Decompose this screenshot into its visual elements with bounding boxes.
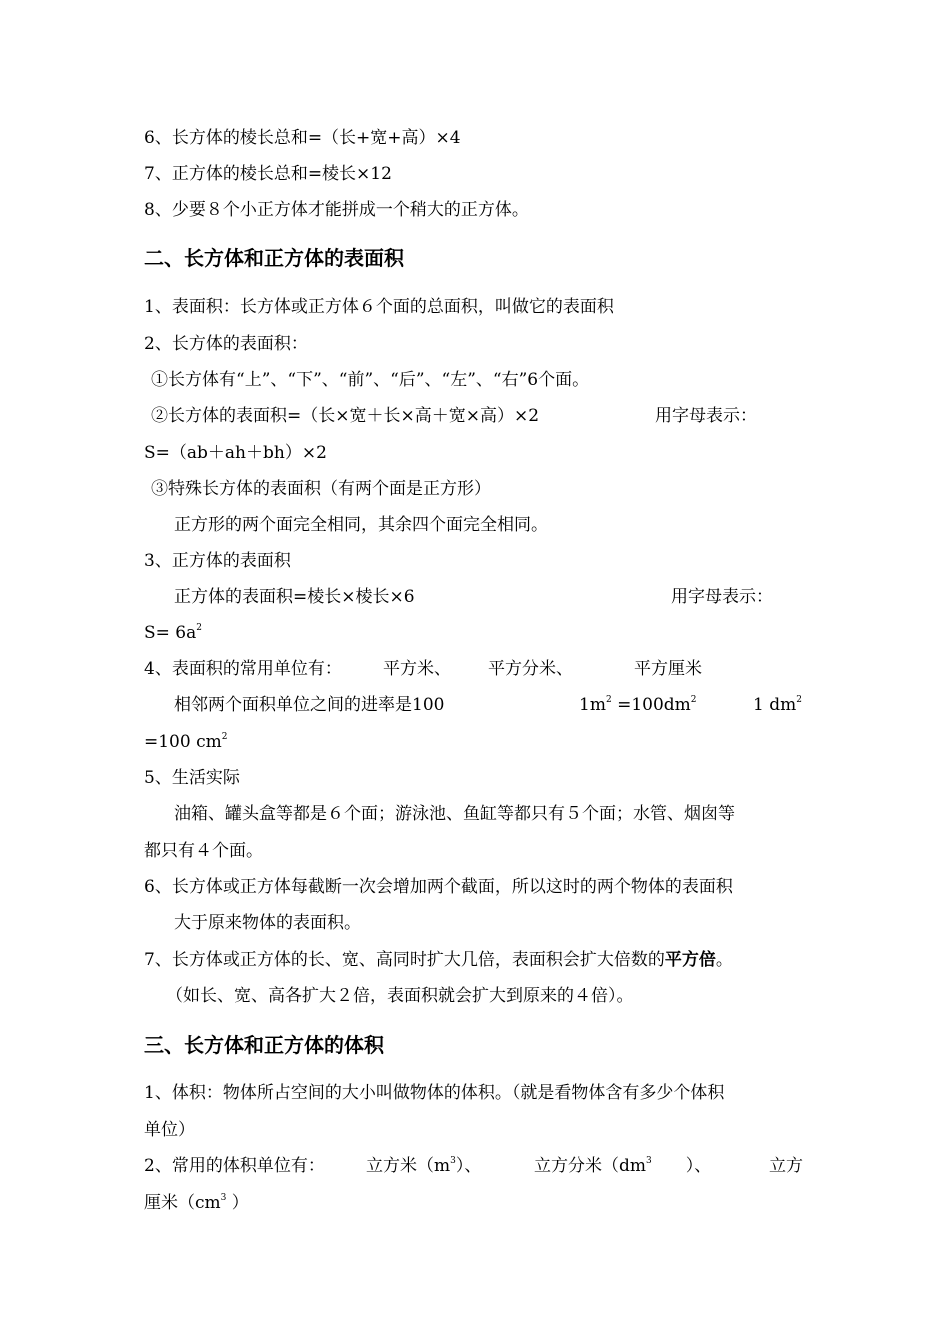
s2-item2-sub3: ③特殊长方体的表面积（有两个面是正方形） <box>151 479 491 499</box>
s2-item2-sub1: ①长方体有“上”、“下”、“前”、“后”、“左”、“右”6个面。 <box>151 370 590 390</box>
s2-item3-title: 3、正方体的表面积 <box>144 551 291 571</box>
s2-item2-sub2: ②长方体的表面积=（长×宽＋长×高＋宽×高）×2 <box>151 406 540 426</box>
conv2-part-a: 1 dm <box>753 695 797 715</box>
item7-pre: 7、长方体或正方体的长、宽、高同时扩大几倍，表面积会扩大倍数的 <box>144 950 665 970</box>
s3-item1-line1: 1、体积：物体所占空间的大小叫做物体的体积。（就是看物体含有多少个体积 <box>144 1083 725 1103</box>
section3-heading: 三、长方体和正方体的体积 <box>144 1033 384 1057</box>
s2-item5-detail-2: 都只有４个面。 <box>144 841 263 861</box>
s2-item4-conv2 <box>753 694 802 716</box>
s2-item4-unit1: 平方米、 <box>383 659 451 679</box>
unit1-b: ）、 <box>455 1156 482 1176</box>
unit3-exp: 3 <box>220 1193 227 1203</box>
s2-item5-detail-1: 油箱、罐头盒等都是６个面；游泳池、鱼缸等都只有５个面；水管、烟囱等 <box>174 804 735 824</box>
unit3-b: ） <box>226 1193 249 1213</box>
conv2-part-b: =100 cm <box>144 732 222 752</box>
s2-item4-unit2: 平方分米、 <box>488 659 573 679</box>
s2-item4-unit3: 平方厘米 <box>634 659 702 679</box>
s2-item6-line1: 6、长方体或正方体每截断一次会增加两个截面，所以这时的两个物体的表面积 <box>144 877 733 897</box>
s2-item7-line1 <box>144 949 733 971</box>
s2-item6-line2: 大于原来物体的表面积。 <box>174 913 361 933</box>
conv1-part-b: =100dm <box>611 695 691 715</box>
conv1-exp2: 2 <box>690 695 697 705</box>
unit2-a: 立方分米（dm <box>534 1156 647 1176</box>
s2-item4-conv1 <box>579 694 697 716</box>
s2-item3-formula <box>144 622 202 644</box>
item7-bold: 平方倍 <box>664 950 716 970</box>
s3-item2-unit2 <box>534 1155 711 1177</box>
s2-item2-formula: S=（ab＋ah＋bh）×2 <box>144 443 327 463</box>
s2-item3-note: 用字母表示： <box>671 587 773 607</box>
s3-item2-unit1 <box>366 1155 481 1177</box>
s3-item1-line2: 单位） <box>144 1120 195 1140</box>
unit2-b: ）、 <box>685 1156 712 1176</box>
s1-item8: 8、少要８个小正方体才能拼成一个稍大的正方体。 <box>144 200 529 220</box>
item7-post: 。 <box>715 950 733 970</box>
s1-item6: 6、长方体的棱长总和=（长+宽+高）×4 <box>144 128 461 148</box>
s3-item2-title: 2、常用的体积单位有： <box>144 1156 325 1176</box>
conv1-part-a: 1m <box>579 695 606 715</box>
s2-item2-sub2-note: 用字母表示： <box>655 406 757 426</box>
s2-item4-conv2-cont <box>144 731 227 753</box>
unit1-a: 立方米（m <box>366 1156 451 1176</box>
s2-item1: 1、表面积：长方体或正方体６个面的总面积，叫做它的表面积 <box>144 297 614 317</box>
conv1-exp1: 2 <box>605 695 612 705</box>
unit1-exp: 3 <box>450 1156 456 1166</box>
s2-item3-formula-exp: 2 <box>196 623 202 633</box>
unit3-a: 厘米（cm <box>144 1193 221 1213</box>
s3-item2-unit3: 立方 <box>769 1156 803 1176</box>
s2-item7-line2: （如长、宽、高各扩大２倍，表面积就会扩大到原来的４倍）。 <box>166 986 634 1006</box>
conv2-exp: 2 <box>796 695 802 705</box>
s2-item3-detail: 正方体的表面积=棱长×棱长×6 <box>174 587 415 607</box>
s2-item3-formula-base: S= 6a <box>144 623 197 643</box>
conv2-exp2: 2 <box>221 732 228 742</box>
unit2-exp: 3 <box>646 1156 652 1166</box>
s2-item2-title: 2、长方体的表面积： <box>144 334 308 354</box>
s1-item7: 7、正方体的棱长总和=棱长×12 <box>144 164 392 184</box>
s2-item2-sub3-detail: 正方形的两个面完全相同，其余四个面完全相同。 <box>174 515 548 535</box>
s2-item5-title: 5、生活实际 <box>144 768 240 788</box>
s3-item2-line2 <box>144 1192 249 1214</box>
section2-heading: 二、长方体和正方体的表面积 <box>144 246 404 270</box>
s2-item4-title: 4、表面积的常用单位有： <box>144 659 342 679</box>
s2-item4-rate: 相邻两个面积单位之间的进率是100 <box>174 695 445 715</box>
